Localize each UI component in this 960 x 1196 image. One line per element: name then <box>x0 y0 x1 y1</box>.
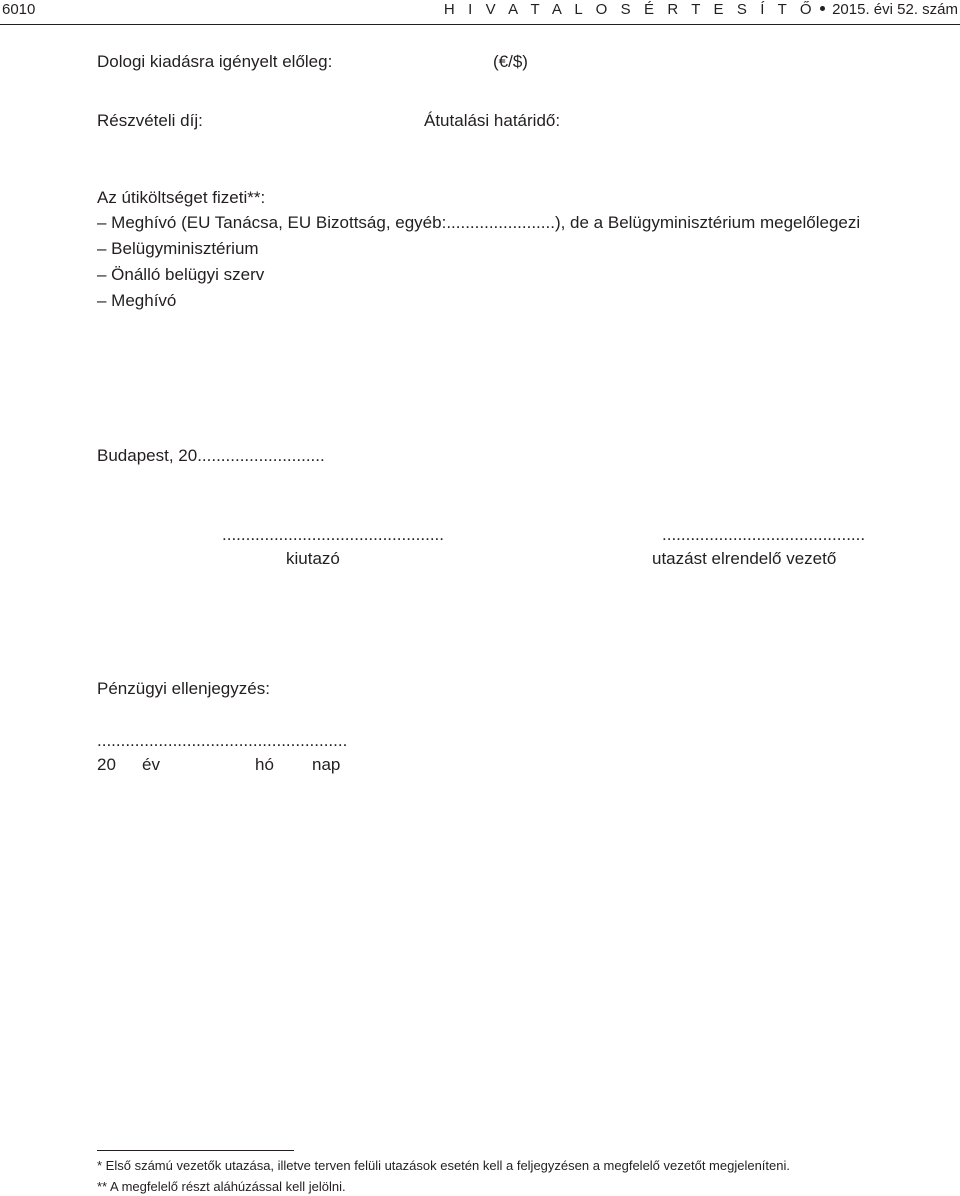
advance-label: Dologi kiadásra igényelt előleg: <box>97 52 333 71</box>
travel-cost-label: Az útiköltséget fizeti**: <box>97 188 266 207</box>
publication-title: H I V A T A L O S É R T E S Í T Ő <box>443 1 817 18</box>
date-month-label: hó <box>255 755 274 774</box>
footnote-1: * Első számú vezetők utazása, illetve terven felüli utazások esetén kell a feljegyzésen a megfelelő vezetőt megjeleníteni. <box>97 1158 790 1173</box>
payer-option-agency: – Önálló belügyi szerv <box>97 265 265 284</box>
fee-label: Részvételi díj: <box>97 111 203 130</box>
payer-option-inviter-eu: – Meghívó (EU Tanácsa, EU Bizottság, egyéb:.......................), de a Belügyminisztérium megelőlegezi <box>97 213 861 232</box>
date-day-label: nap <box>312 755 341 774</box>
payer-option-inviter: – Meghívó <box>97 291 177 310</box>
page-number: 6010 <box>2 1 36 18</box>
date-year-label: év <box>142 755 160 774</box>
footnote-rule <box>97 1150 294 1151</box>
approver-label: utazást elrendelő vezető <box>652 549 837 568</box>
running-header <box>444 0 958 20</box>
financial-signature-line: ..................................................... <box>97 731 348 750</box>
bullet-separator <box>820 6 825 11</box>
transfer-deadline-label: Átutalási határidő: <box>424 111 561 130</box>
traveller-signature-line: ............................................... <box>222 525 444 544</box>
header-rule <box>0 24 960 25</box>
issue-number: 2015. évi 52. szám <box>832 1 958 18</box>
financial-countersign-label: Pénzügyi ellenjegyzés: <box>97 679 270 698</box>
currency-label: (€/$) <box>493 52 528 71</box>
date-year-prefix: 20 <box>97 755 116 774</box>
approver-signature-line: ........................................... <box>662 525 866 544</box>
payer-option-ministry: – Belügyminisztérium <box>97 239 259 258</box>
place-date: Budapest, 20........................... <box>97 446 325 465</box>
footnote-2: ** A megfelelő részt aláhúzással kell jelölni. <box>97 1179 346 1194</box>
traveller-label: kiutazó <box>286 549 340 568</box>
